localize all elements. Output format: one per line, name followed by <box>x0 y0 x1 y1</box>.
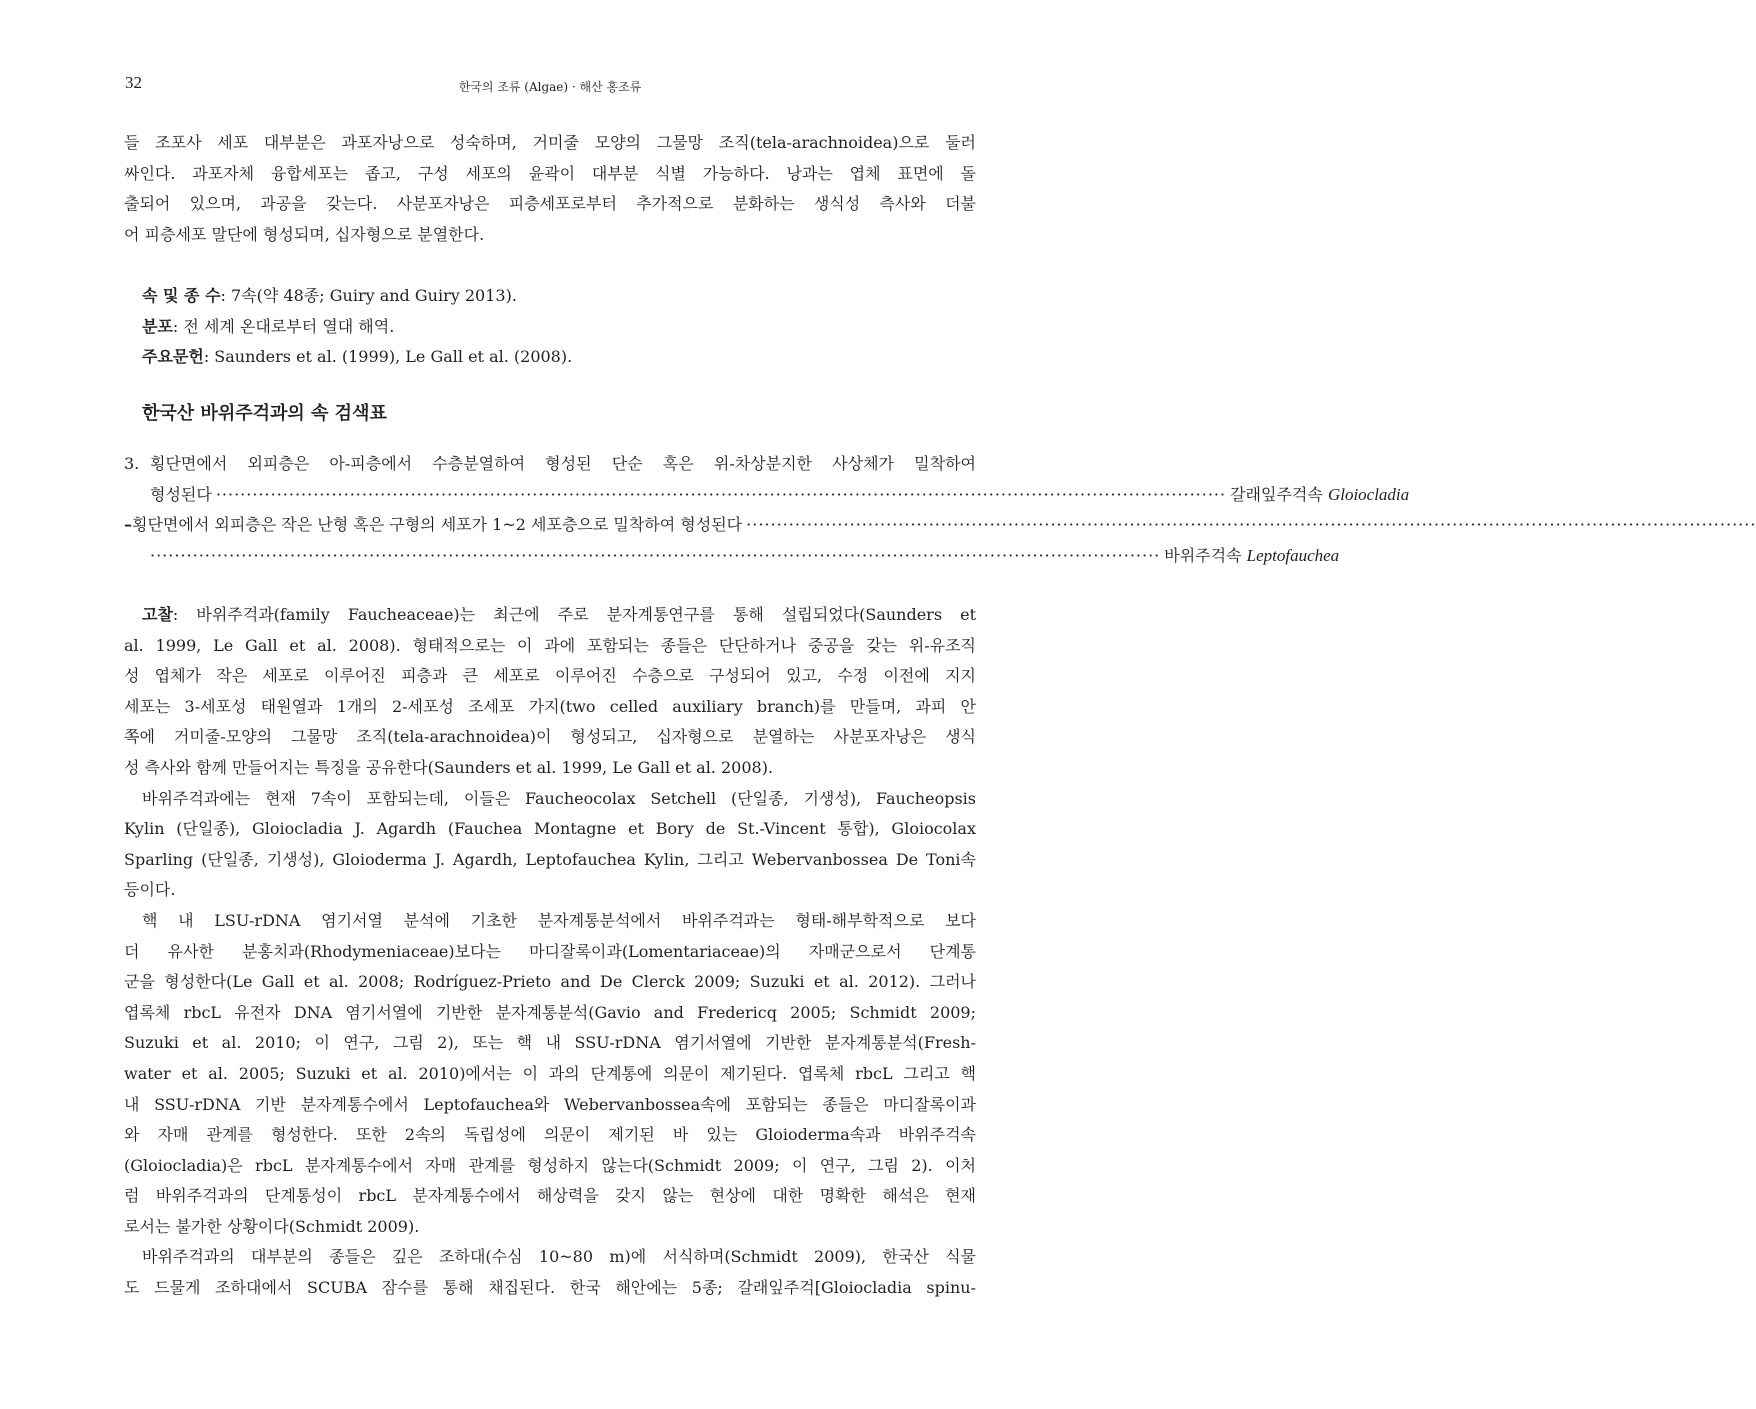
text-line: 럼 바위주걱과의 단계통성이 rbcL 분자계통수에서 해상력을 갖지 않는 현상에 대한 명확한 해석은 현재 <box>124 1186 976 1206</box>
text-line: 세포는 3-세포성 태원열과 1개의 2-세포성 조세포 가지(two celled auxiliary branch)를 만들며, 과피 안 <box>124 696 976 716</box>
text-line: 와 자매 관계를 형성한다. 또한 2속의 독립성에 의문이 제기된 바 있는 Gloioderma속과 바위주걱속 <box>124 1125 976 1145</box>
text-line: al. 1999, Le Gall et al. 2008). 형태적으로는 이 과에 포함되는 종들은 단단하거나 중공을 갖는 위-유조직 <box>124 635 976 655</box>
key-entry-2-line-2 <box>124 541 1340 572</box>
discussion-label: 고찰 <box>142 605 173 624</box>
key-result-korean: 갈래잎주걱속 <box>1230 484 1323 504</box>
text-line: 군을 형성한다(Le Gall et al. 2008; Rodríguez-Prieto and De Clerck 2009; Suzuki et al. 2012). 그러나 <box>124 972 976 992</box>
key-title <box>142 399 976 425</box>
genus-count-row <box>142 281 976 312</box>
text-span: : 바위주걱과(family Faucheaceae)는 최근에 주로 분자계통연구를 통해 설립되었다(Saunders et <box>172 605 976 624</box>
text-line: 엽록체 rbcL 유전자 DNA 염기서열에 기반한 분자계통분석(Gavio and Fredericq 2005; Schmidt 2009; <box>124 1002 976 1022</box>
text-line: 쪽에 거미줄-모양의 그물망 조직(tela-arachnoidea)이 형성되고, 십자형으로 분열하는 사분포자낭은 생식 <box>124 727 976 747</box>
text-line: 출되어 있으며, 과공을 갖는다. 사분포자낭은 피층세포로부터 추가적으로 분화하는 생식성 측사와 더불 <box>124 194 976 214</box>
genus-count-value: : 7속(약 48종; Guiry and Guiry 2013). <box>220 286 517 305</box>
text-line: water et al. 2005; Suzuki et al. 2010)에서는 이 과의 단계통에 의문이 제기된다. 엽록체 rbcL 그리고 핵 <box>124 1063 976 1083</box>
key-entry-marker: 3. <box>124 454 140 473</box>
text-line: 싸인다. 과포자체 융합세포는 좁고, 구성 세포의 윤곽이 대부분 식별 가능하다. 낭과는 엽체 표면에 돌 <box>124 163 976 183</box>
facts-block <box>142 281 976 373</box>
text-line: Kylin (단일종), Gloiocladia J. Agardh (Fauchea Montagne et Bory de St.-Vincent 통합), Gloiocolax <box>124 819 976 839</box>
dot-leader: ······································································································································································ <box>746 515 1756 535</box>
distribution-label: 분포 <box>142 316 173 336</box>
text-line: 바위주걱과의 대부분의 종들은 깊은 조하대(수심 10~80 m)에 서식하며(Schmidt 2009), 한국산 식물 <box>142 1247 976 1267</box>
references-value: : Saunders et al. (1999), Le Gall et al. (2008). <box>203 347 573 367</box>
text-line: Sparling (단일종, 기생성), Gloioderma J. Agardh, Leptofauchea Kylin, 그리고 Webervanbossea De Toni속 <box>124 849 976 869</box>
text-line: 내 SSU-rDNA 기반 분자계통수에서 Leptofauchea와 Webervanbossea속에 포함되는 종들은 마디잘록이과 <box>124 1094 976 1114</box>
text-line: 등이다. <box>124 880 176 900</box>
key-entry-text: 횡단면에서 외피층은 아-피층에서 수층분열하여 형성된 단순 혹은 위-차상분지한 사상체가 밀착하여 <box>150 454 976 473</box>
key-result-genus: Leptofauchea <box>1246 545 1340 565</box>
page-number: 32 <box>125 73 142 92</box>
distribution-value: : 전 세계 온대로부터 열대 해역. <box>172 316 395 336</box>
key-entry-2-line-1 <box>124 510 1756 541</box>
key-title-text: 한국산 바위주걱과의 속 검색표 <box>142 403 387 424</box>
key-result-korean: 바위주걱속 <box>1164 545 1242 565</box>
text-line: 성 측사와 함께 만들어지는 특징을 공유한다(Saunders et al. 1999, Le Gall et al. 2008). <box>124 757 774 777</box>
distribution-row <box>142 312 976 343</box>
key-entry-1-line-1 <box>124 449 976 480</box>
text-line: Suzuki et al. 2010; 이 연구, 그림 2), 또는 핵 내 SSU-rDNA 염기서열에 기반한 분자계통분석(Fresh- <box>124 1033 976 1053</box>
text-line: 어 피층세포 말단에 형성되며, 십자형으로 분열한다. <box>124 224 485 244</box>
key-entry-1-line-2 <box>124 480 1410 511</box>
text-line: 성 엽체가 작은 세포로 이루어진 피층과 큰 세포로 이루어진 수층으로 구성되어 있고, 수정 이전에 지지 <box>124 666 976 686</box>
dot-leader: ······································································································································································ <box>215 484 1227 504</box>
genus-count-label: 속 및 종 수 <box>142 286 221 305</box>
text-line: 바위주걱과에는 현재 7속이 포함되는데, 이들은 Faucheocolax Setchell (단일종, 기생성), Faucheopsis <box>142 788 976 808</box>
running-head: 한국의 조류 (Algae) · 해산 홍조류 <box>458 80 642 94</box>
text-line <box>124 600 976 631</box>
key-result-genus: Gloiocladia <box>1327 484 1410 504</box>
key-entry-marker: – <box>124 515 132 535</box>
dot-leader: ······································································································································································ <box>150 545 1161 565</box>
text-line: (Gloiocladia)은 rbcL 분자계통수에서 자매 관계를 형성하지 않는다(Schmidt 2009; 이 연구, 그림 2). 이처 <box>124 1155 976 1175</box>
discussion-section <box>124 600 976 1304</box>
key-entry-text: 형성된다 <box>150 484 212 504</box>
genus-key <box>124 449 1756 571</box>
text-line: 핵 내 LSU-rDNA 염기서열 분석에 기초한 분자계통분석에서 바위주걱과는 형태-해부학적으로 보다 <box>142 910 976 930</box>
text-line: 로서는 불가한 상황이다(Schmidt 2009). <box>124 1216 420 1236</box>
text-line: 더 유사한 분홍치과(Rhodymeniaceae)보다는 마디잘록이과(Lomentariaceae)의 자매군으로서 단계통 <box>124 941 976 961</box>
text-line: 도 드물게 조하대에서 SCUBA 잠수를 통해 채집된다. 한국 해안에는 5종; 갈래잎주걱[Gloiocladia spinu- <box>124 1278 976 1298</box>
key-entry-text: 횡단면에서 외피층은 작은 난형 혹은 구형의 세포가 1~2 세포층으로 밀착하여 형성된다 <box>132 515 743 535</box>
intro-paragraph <box>124 128 976 250</box>
references-row <box>142 342 976 373</box>
text-line: 들 조포사 세포 대부분은 과포자낭으로 성숙하며, 거미줄 모양의 그물망 조직(tela-arachnoidea)으로 둘러 <box>124 133 976 152</box>
references-label: 주요문헌 <box>142 347 204 367</box>
